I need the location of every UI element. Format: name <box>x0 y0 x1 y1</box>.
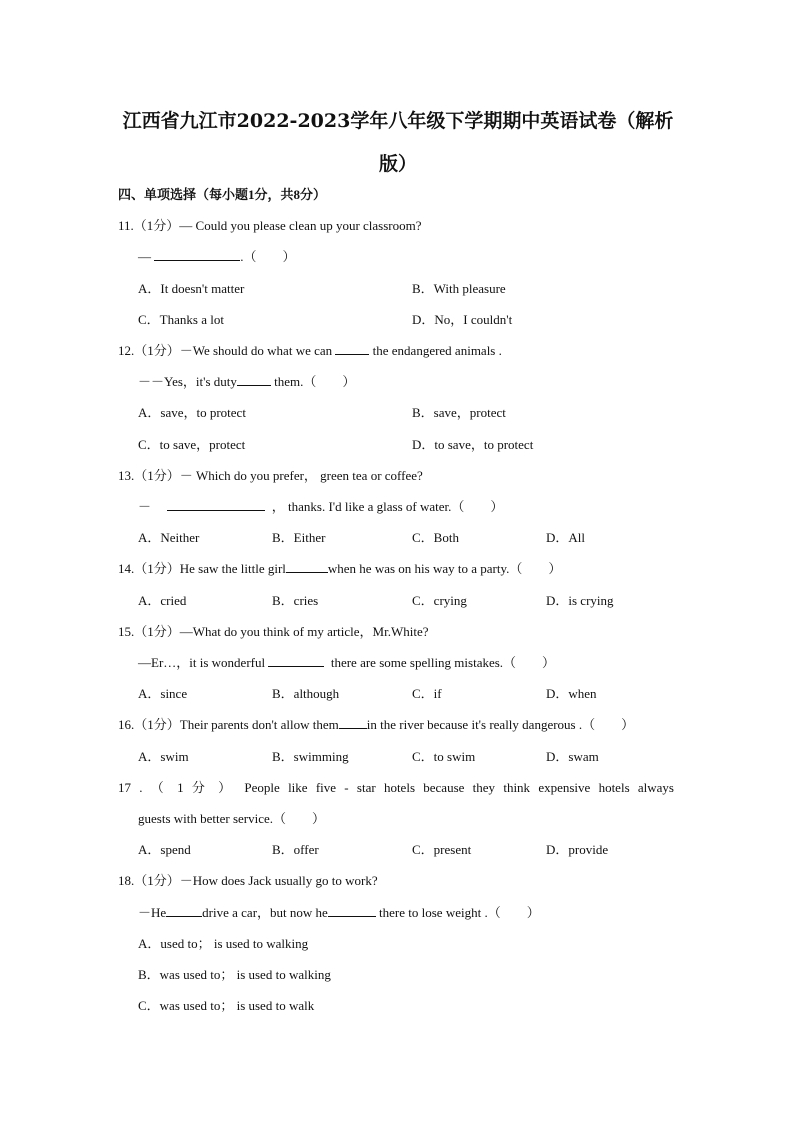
question-14-option-c[interactable]: C．crying <box>412 593 467 608</box>
question-11-stem: 11.（1分）— Could you please clean up your classroom? <box>118 218 422 233</box>
question-16-stem: 16.（1分）Their parents don't allow them in the river because it's really dangerous .（ ） <box>118 717 635 732</box>
question-18-option-c[interactable]: C．was used to； is used to walk <box>138 998 315 1013</box>
question-17-option-a[interactable]: A．spend <box>138 842 191 857</box>
section-heading: 四、单项选择（每小题1分，共8分） <box>118 187 327 202</box>
question-11-option-b[interactable]: B．With pleasure <box>412 281 506 296</box>
answer-blank[interactable] <box>339 716 367 729</box>
question-17-stem: 17 . （ 1 分 ） People like five - star hotels because they think expensive hotels always <box>118 780 674 795</box>
question-17-option-c[interactable]: C．present <box>412 842 472 857</box>
question-13-option-a[interactable]: A．Neither <box>138 530 200 545</box>
question-15-option-d[interactable]: D．when <box>546 686 597 701</box>
question-11-answer-line: — .（ ） <box>138 249 296 264</box>
answer-blank[interactable] <box>286 560 328 573</box>
question-13-option-c[interactable]: C．Both <box>412 530 459 545</box>
question-16-option-c[interactable]: C．to swim <box>412 749 476 764</box>
question-18-option-b[interactable]: B．was used to； is used to walking <box>138 967 331 982</box>
question-15-stem: 15.（1分）—What do you think of my article，Mr.White? <box>118 624 429 639</box>
question-12-option-a[interactable]: A．save，to protect <box>138 405 246 420</box>
question-16-option-d[interactable]: D．swam <box>546 749 599 764</box>
question-13-stem: 13.（1分）－ Which do you prefer， green tea or coffee? <box>118 468 423 483</box>
question-12-stem: 12.（1分）－We should do what we can the endangered animals . <box>118 343 502 358</box>
answer-blank[interactable] <box>335 342 369 355</box>
question-15-option-b[interactable]: B．although <box>272 686 340 701</box>
question-11-option-a[interactable]: A．It doesn't matter <box>138 281 245 296</box>
question-15-option-a[interactable]: A．since <box>138 686 188 701</box>
question-14-option-d[interactable]: D．is crying <box>546 593 614 608</box>
question-11-option-c[interactable]: C．Thanks a lot <box>138 312 224 327</box>
answer-blank[interactable] <box>237 373 271 386</box>
question-15-answer-line: —Er…，it is wonderful there are some spelling mistakes.（ ） <box>138 655 556 670</box>
question-17-option-b[interactable]: B．offer <box>272 842 319 857</box>
question-14-option-b[interactable]: B．cries <box>272 593 319 608</box>
question-18-option-a[interactable]: A．used to； is used to walking <box>138 936 309 951</box>
answer-blank[interactable] <box>167 498 265 511</box>
question-12-option-c[interactable]: C．to save，protect <box>138 437 246 452</box>
question-12-option-b[interactable]: B．save，protect <box>412 405 506 420</box>
question-16-option-a[interactable]: A．swim <box>138 749 189 764</box>
question-15-option-c[interactable]: C．if <box>412 686 442 701</box>
question-12-answer-line: －－Yes，it's duty them.（ ） <box>138 374 356 389</box>
question-18-stem: 18.（1分）－How does Jack usually go to work? <box>118 873 378 888</box>
question-17-stem-continued: guests with better service.（ ） <box>138 811 326 826</box>
answer-blank[interactable] <box>166 904 202 917</box>
question-18-answer-line: －He drive a car，but now he there to lose weight .（ ） <box>138 905 540 920</box>
page-title: 江西省九江市2022-2023学年八年级下学期期中英语试卷（解析版） <box>122 110 674 175</box>
answer-blank[interactable] <box>268 654 324 667</box>
answer-blank[interactable] <box>328 904 376 917</box>
question-13-answer-line: － ， thanks. I'd like a glass of water.（ ） <box>138 499 504 514</box>
question-14-option-a[interactable]: A．cried <box>138 593 187 608</box>
question-13-option-b[interactable]: B．Either <box>272 530 326 545</box>
question-14-stem: 14.（1分）He saw the little girl when he was on his way to a party.（ ） <box>118 561 562 576</box>
question-16-option-b[interactable]: B．swimming <box>272 749 349 764</box>
question-13-option-d[interactable]: D．All <box>546 530 586 545</box>
question-11-option-d[interactable]: D．No，I couldn't <box>412 312 513 327</box>
question-17-option-d[interactable]: D．provide <box>546 842 609 857</box>
answer-blank[interactable] <box>154 248 240 261</box>
question-12-option-d[interactable]: D．to save，to protect <box>412 437 534 452</box>
